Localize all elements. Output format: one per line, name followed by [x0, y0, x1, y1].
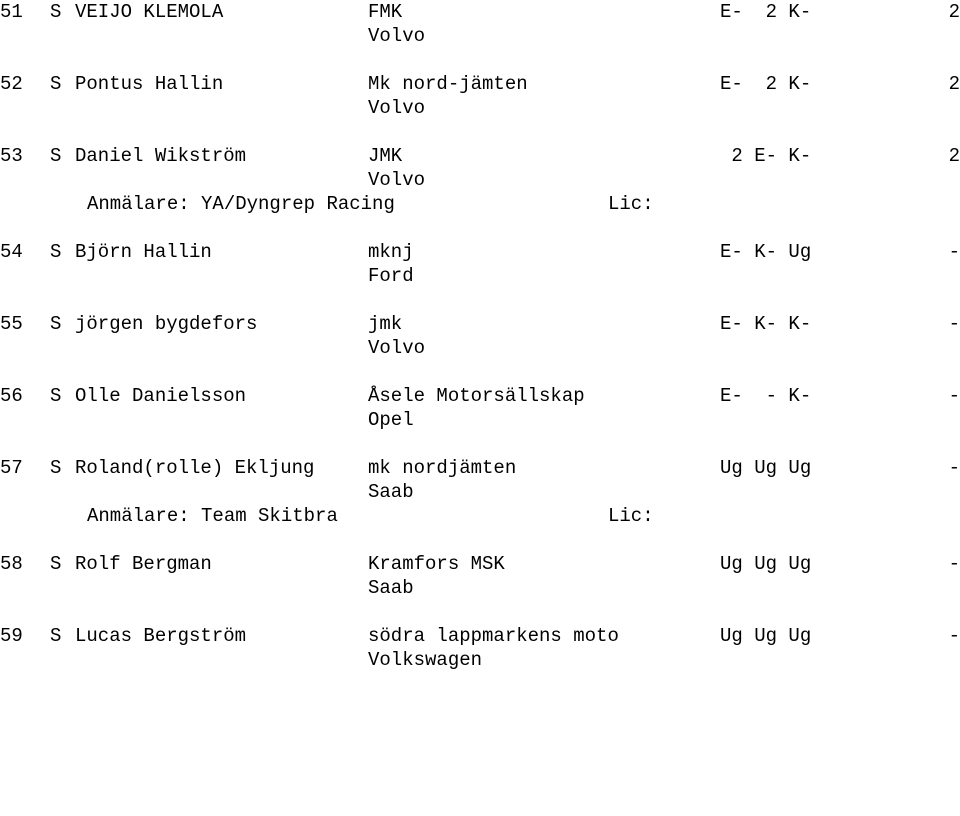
entry-car-line [0, 168, 960, 192]
car-make: Volkswagen [368, 649, 483, 671]
entry-car-line [0, 264, 960, 288]
entry-59 [0, 624, 960, 672]
club-name: Åsele Motorsällskap [368, 385, 585, 407]
class-code: S [50, 385, 62, 407]
driver-name: Roland(rolle) Ekljung [75, 457, 315, 479]
entry-main-line [0, 624, 960, 648]
heat-results: Ug Ug Ug [720, 625, 812, 647]
heat-results: E- 2 K- [720, 1, 812, 23]
entry-54 [0, 240, 960, 288]
class-code: S [50, 1, 62, 23]
class-code: S [50, 145, 62, 167]
entry-main-line [0, 240, 960, 264]
license-label: Lic: [608, 505, 654, 527]
car-make: Opel [368, 409, 414, 431]
driver-name: Lucas Bergström [75, 625, 247, 647]
entry-main-line [0, 0, 960, 24]
entry-52 [0, 72, 960, 120]
start-number: 51 [0, 1, 23, 23]
score: - [948, 553, 960, 575]
entry-car-line [0, 648, 960, 672]
entry-main-line [0, 144, 960, 168]
entry-51 [0, 0, 960, 48]
entry-57 [0, 456, 960, 528]
entry-car-line [0, 408, 960, 432]
club-name: mknj [368, 241, 414, 263]
entry-main-line [0, 552, 960, 576]
entry-car-line [0, 24, 960, 48]
driver-name: Daniel Wikström [75, 145, 247, 167]
start-number: 53 [0, 145, 23, 167]
score: - [948, 457, 960, 479]
car-make: Volvo [368, 337, 426, 359]
car-make: Ford [368, 265, 414, 287]
driver-name: Björn Hallin [75, 241, 212, 263]
class-code: S [50, 73, 62, 95]
score: - [948, 385, 960, 407]
score: - [948, 241, 960, 263]
entry-car-line [0, 96, 960, 120]
heat-results: E- K- Ug [720, 241, 812, 263]
driver-name: jörgen bygdefors [75, 313, 258, 335]
start-number: 56 [0, 385, 23, 407]
class-code: S [50, 313, 62, 335]
entry-58 [0, 552, 960, 600]
start-number: 54 [0, 241, 23, 263]
entry-car-line [0, 576, 960, 600]
entry-main-line [0, 72, 960, 96]
entry-55 [0, 312, 960, 360]
entry-53 [0, 144, 960, 216]
start-number: 57 [0, 457, 23, 479]
heat-results: E- 2 K- [720, 73, 812, 95]
entry-main-line [0, 456, 960, 480]
score: - [948, 313, 960, 335]
club-name: Kramfors MSK [368, 553, 505, 575]
entry-car-line [0, 336, 960, 360]
club-name: JMK [368, 145, 403, 167]
score: - [948, 625, 960, 647]
score: 2 [948, 145, 960, 167]
class-code: S [50, 457, 62, 479]
heat-results: 2 E- K- [720, 145, 812, 167]
start-number: 52 [0, 73, 23, 95]
club-name: mk nordjämten [368, 457, 517, 479]
start-number: 59 [0, 625, 23, 647]
club-name: södra lappmarkens moto [368, 625, 619, 647]
license-label: Lic: [608, 193, 654, 215]
car-make: Volvo [368, 97, 426, 119]
class-code: S [50, 241, 62, 263]
car-make: Volvo [368, 169, 426, 191]
score: 2 [948, 73, 960, 95]
entry-car-line [0, 480, 960, 504]
club-name: FMK [368, 1, 403, 23]
entry-main-line [0, 312, 960, 336]
driver-name: Olle Danielsson [75, 385, 247, 407]
entry-entrant-line [0, 504, 960, 528]
car-make: Saab [368, 577, 414, 599]
driver-name: Rolf Bergman [75, 553, 212, 575]
score: 2 [948, 1, 960, 23]
entry-main-line [0, 384, 960, 408]
class-code: S [50, 625, 62, 647]
class-code: S [50, 553, 62, 575]
heat-results: E- - K- [720, 385, 812, 407]
club-name: jmk [368, 313, 403, 335]
driver-name: VEIJO KLEMOLA [75, 1, 224, 23]
start-number: 55 [0, 313, 23, 335]
car-make: Saab [368, 481, 414, 503]
heat-results: Ug Ug Ug [720, 553, 812, 575]
start-number: 58 [0, 553, 23, 575]
heat-results: Ug Ug Ug [720, 457, 812, 479]
entry-entrant-line [0, 192, 960, 216]
heat-results: E- K- K- [720, 313, 812, 335]
club-name: Mk nord-jämten [368, 73, 528, 95]
entrant: Anmälare: Team Skitbra [87, 505, 338, 527]
car-make: Volvo [368, 25, 426, 47]
entry-56 [0, 384, 960, 432]
driver-name: Pontus Hallin [75, 73, 224, 95]
entrant: Anmälare: YA/Dyngrep Racing [87, 193, 395, 215]
